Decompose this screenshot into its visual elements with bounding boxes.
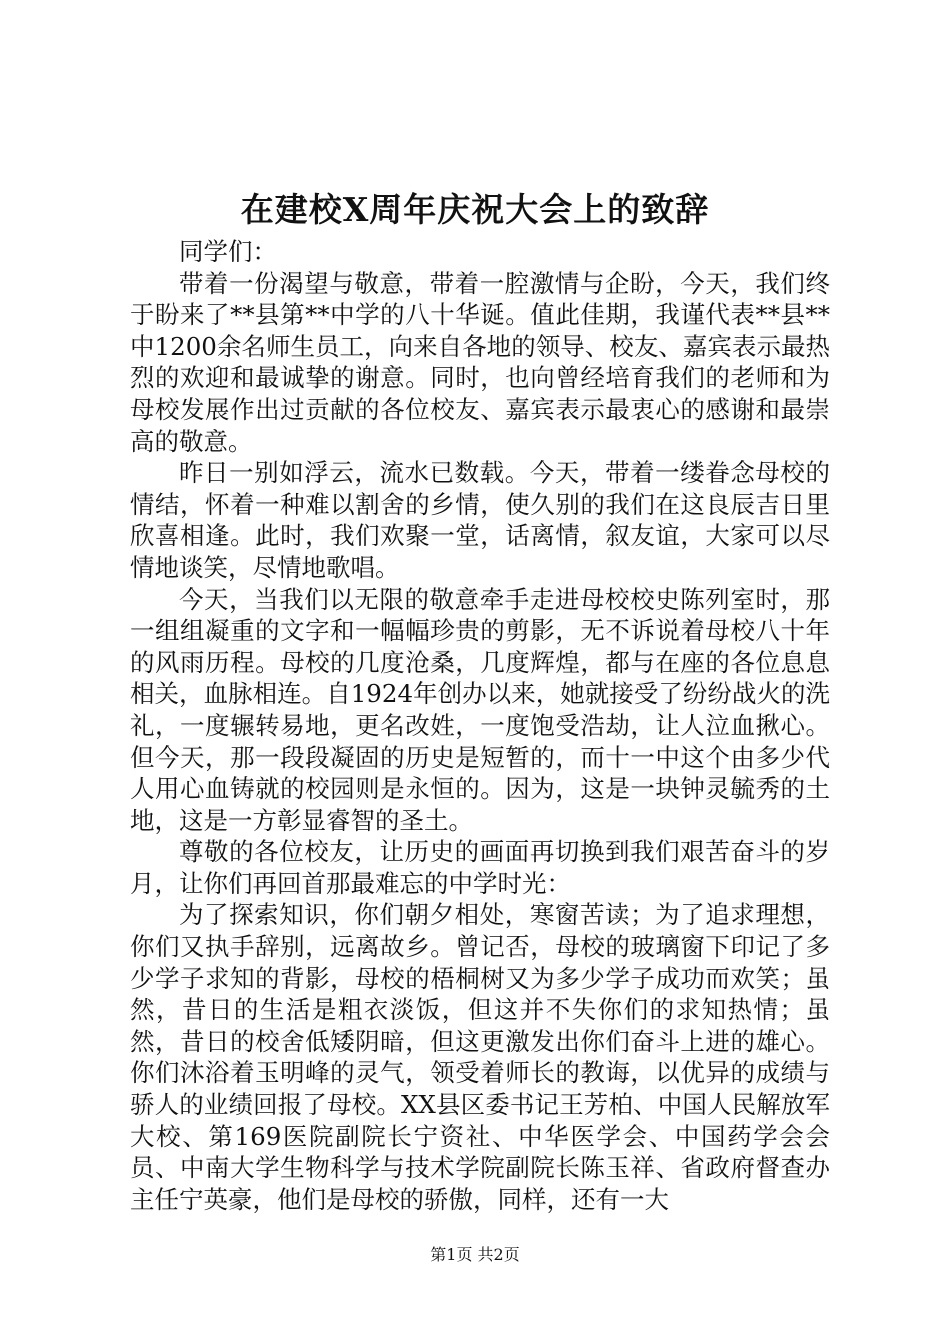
document-title: 在建校X周年庆祝大会上的致辞 — [240, 190, 710, 229]
paragraph-reunion: 昨日一别如浮云，流水已数载。今天，带着一缕眷念母校的情结，怀着一种难以割舍的乡情，使久别的我们在这良辰吉日里欣喜相逢。此时，我们欢聚一堂，话离情，叙友谊，大家可以尽情地谈笑，尽情地歌唱。 — [130, 458, 830, 582]
document-body — [130, 236, 830, 1215]
page-footer: 第1页 共2页 — [430, 1245, 520, 1264]
paragraph-welcome: 带着一份渴望与敬意，带着一腔激情与企盼，今天，我们终于盼来了**县第**中学的八十华诞。值此佳期，我谨代表**县**中1200余名师生员工，向来自各地的领导、校友、嘉宾表示最热烈的欢迎和最诚挚的谢意。同时，也向曾经培育我们的老师和为母校发展作出过贡献的各位校友、嘉宾表示最衷心的感谢和最崇高的敬意。 — [130, 268, 830, 456]
paragraph-salutation: 同学们： — [179, 237, 277, 266]
paragraph-transition: 尊敬的各位校友，让历史的画面再切换到我们艰苦奋斗的岁月，让你们再回首那最难忘的中学时光： — [130, 837, 830, 898]
paragraph-memories: 为了探索知识，你们朝夕相处，寒窗苦读；为了追求理想，你们又执手辞别，远离故乡。曾记否，母校的玻璃窗下印记了多少学子求知的背影，母校的梧桐树又为多少学子成功而欢笑；虽然，昔日的生活是粗衣淡饭，但这并不失你们的求知热情；虽然，昔日的校舍低矮阴暗，但这更激发出你们奋斗上进的雄心。你们沐浴着玉明峰的灵气，领受着师长的教诲，以优异的成绩与骄人的业绩回报了母校。XX县区委书记王芳柏、中国人民解放军大校、第169医院副院长宁资社、中华医学会、中国药学会会员、中南大学生物科学与技术学院副院长陈玉祥、省政府督查办主任宁英豪，他们是母校的骄傲，同样，还有一大 — [130, 900, 830, 1214]
paragraph-history: 今天，当我们以无限的敬意牵手走进母校校史陈列室时，那一组组凝重的文字和一幅幅珍贵的剪影，无不诉说着母校八十年的风雨历程。母校的几度沧桑，几度辉煌，都与在座的各位息息相关，血脉相连。自1924年创办以来，她就接受了纷纷战火的洗礼，一度辗转易地，更名改姓，一度饱受浩劫，让人泣血揪心。但今天，那一段段凝固的历史是短暂的，而十一中这个由多少代人用心血铸就的校园则是永恒的。因为，这是一块钟灵毓秀的土地，这是一方彰显睿智的圣土。 — [130, 584, 830, 835]
